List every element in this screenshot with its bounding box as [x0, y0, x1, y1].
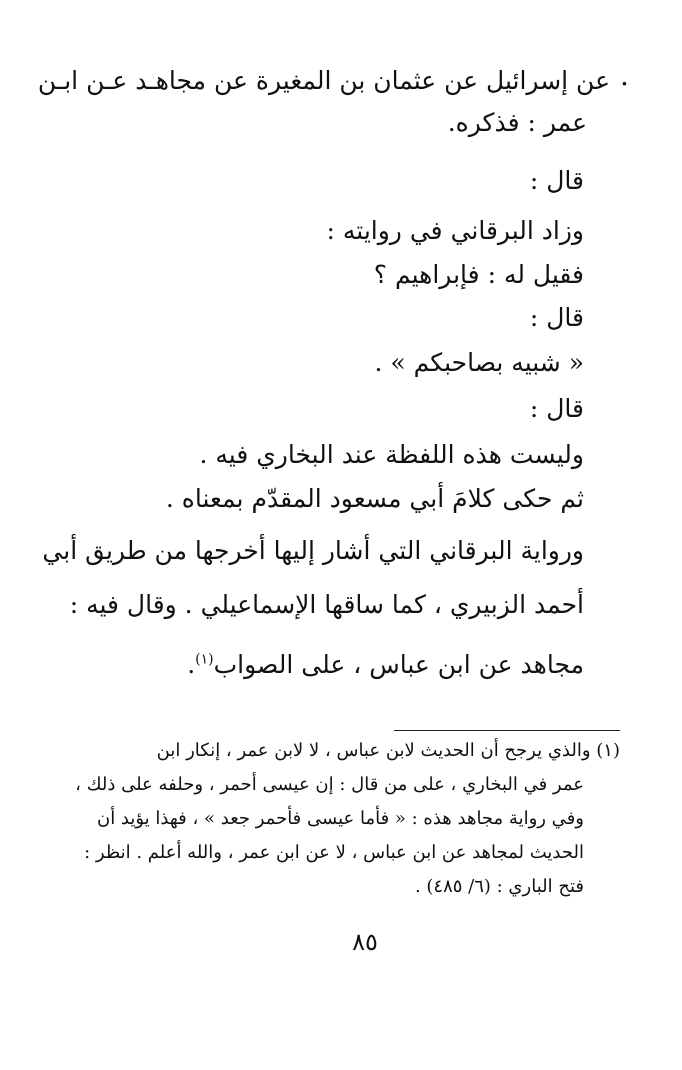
main-text-line-9: وليست هذه اللفظة عند البخاري فيه .: [199, 440, 584, 469]
main-text-line-7: « شبيه بصاحبكم » .: [374, 348, 584, 377]
main-text-line-8: قال :: [529, 394, 584, 423]
main-text-line-5: فقيل له : فإبراهيم ؟: [373, 260, 584, 289]
main-text-line-2: عمر : فذكره.: [447, 108, 587, 137]
main-text-line-4: وزاد البرقاني في روايته :: [326, 216, 584, 245]
footnote-line-4: الحديث لمجاهد عن ابن عباس ، لا عن ابن عمر ، والله أعلم . انظر :: [84, 842, 584, 863]
footnote-line-3: وفي رواية مجاهد هذه : « فأما عيسى فأحمر جعد » ، فهذا يؤيد أن: [96, 808, 584, 829]
main-text-line-13: [187, 652, 584, 677]
main-text-line-13-punctuation: .: [187, 650, 196, 679]
main-text-line-1: عن إسرائيل عن عثمان بن المغيرة عن مجاهـد عـن ابـن: [37, 66, 610, 95]
main-text-line-11: ورواية البرقاني التي أشار إليها أخرجها من طريق أبي: [42, 536, 584, 565]
footnote-line-1: (١) والذي يرجح أن الحديث لابن عباس ، لا لابن عمر ، إنكار ابن: [156, 740, 620, 761]
main-text-line-10: ثم حكى كلامَ أبي مسعود المقدّم بمعناه .: [165, 484, 584, 513]
main-text-line-6: قال :: [529, 303, 584, 332]
footnote-reference: (١): [195, 651, 214, 668]
leading-punctuation-mark: .: [620, 59, 629, 92]
footnote-divider: [394, 730, 620, 731]
footnote-line-5: فتح الباري : (٦/ ٤٨٥) .: [414, 876, 584, 897]
footnote-line-2: عمر في البخاري ، على من قال : إن عيسى أحمر ، وحلفه على ذلك ،: [75, 774, 584, 795]
main-text-line-13-body: مجاهد عن ابن عباس ، على الصواب: [213, 650, 584, 679]
page-number: ٨٥: [352, 928, 378, 956]
main-text-line-3: قال :: [529, 166, 584, 195]
main-text-line-12: أحمد الزبيري ، كما ساقها الإسماعيلي . وقال فيه :: [69, 590, 584, 619]
